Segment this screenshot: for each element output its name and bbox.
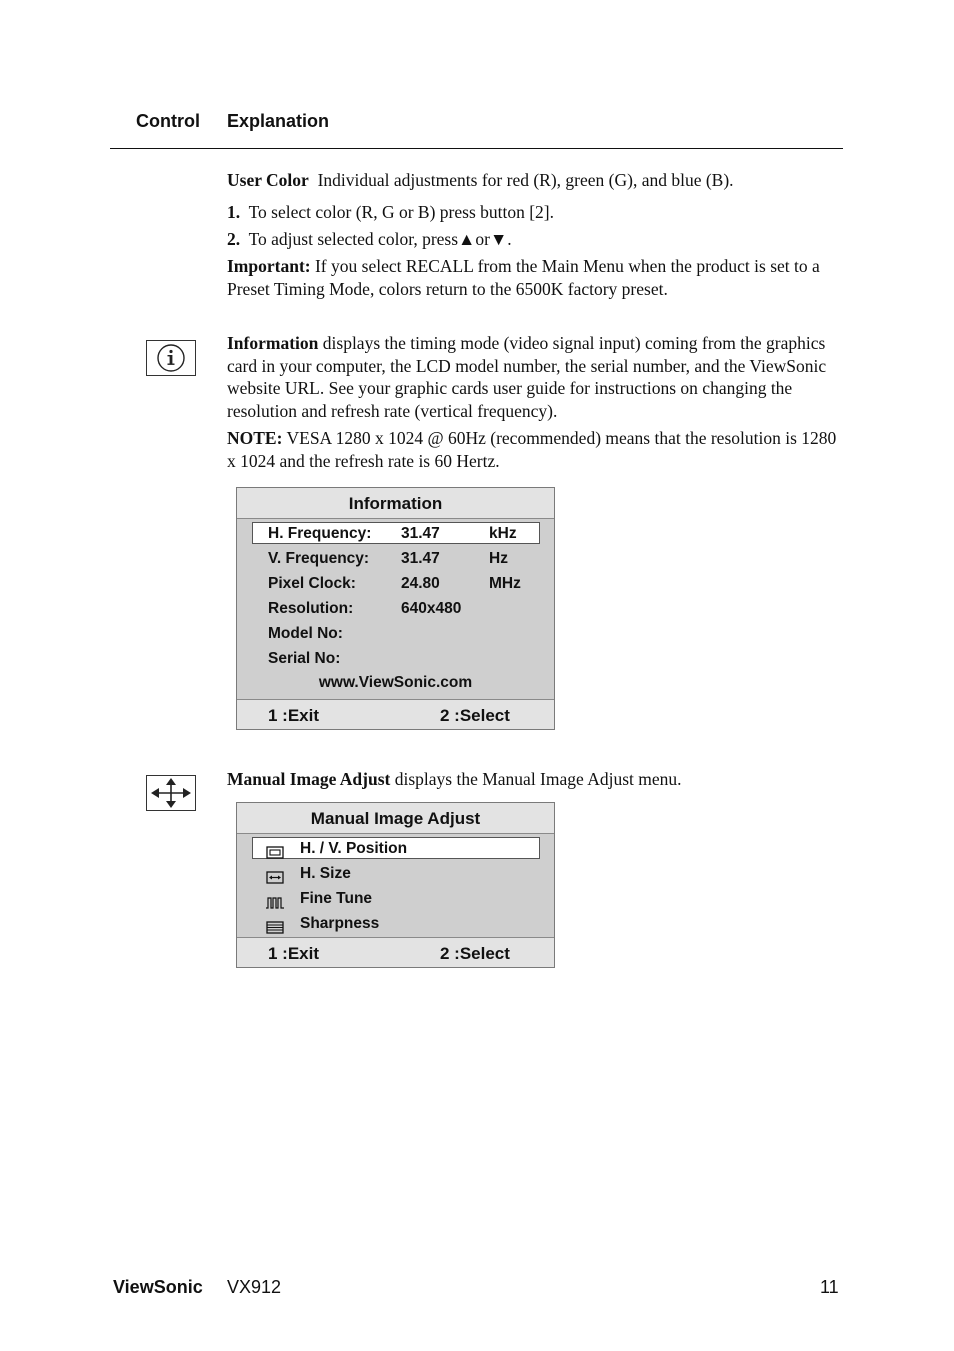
row-value: 31.47 (401, 550, 440, 567)
fine-tune-icon (266, 892, 284, 905)
important-term: Important: (227, 256, 311, 276)
row-unit: Hz (489, 550, 508, 567)
step-end: . (507, 229, 512, 249)
info-row-serial-no (237, 646, 554, 671)
menu-item-label: H. Size (300, 865, 351, 882)
menu-item-label: Fine Tune (300, 890, 373, 907)
row-label: V. Frequency: (268, 550, 370, 567)
manual-term: Manual Image Adjust (227, 769, 391, 789)
menu-item-h-size[interactable] (237, 861, 554, 886)
manual-image-adjust-menu (236, 802, 555, 968)
information-desc: displays the timing mode (video signal input) coming from the graphics card in your computer, the LCD model number, the serial number, and the ViewSonic website URL. See your graphic cards user guide for instructions on changing the resolution and refresh rate (vertical frequency). (227, 333, 827, 421)
info-icon (146, 340, 196, 376)
manual-image-adjust-paragraph (227, 768, 845, 791)
information-menu (236, 487, 555, 730)
important-text: If you select RECALL from the Main Menu when the product is set to a Preset Timing Mode, colors return to the 6500K factory preset. (227, 256, 820, 299)
information-note (227, 427, 845, 472)
step-text: To select color (R, G or B) press button [2]. (248, 202, 555, 222)
user-color-term: User Color (227, 170, 309, 190)
info-row-pixel-clock (237, 571, 554, 596)
row-label: H. Frequency: (268, 525, 372, 542)
header-explanation: Explanation (227, 111, 330, 131)
menu-item-hv-position[interactable] (237, 836, 554, 861)
manual-desc: displays the Manual Image Adjust menu. (394, 769, 682, 789)
exit-button[interactable]: 1 :Exit (268, 706, 320, 725)
step-or: or (475, 229, 490, 249)
menu-item-label: Sharpness (300, 915, 380, 932)
menu-item-sharpness[interactable] (237, 911, 554, 936)
row-label: Model No: (268, 625, 343, 642)
info-row-model-no (237, 621, 554, 646)
row-value: 24.80 (401, 575, 440, 592)
info-row-resolution (237, 596, 554, 621)
row-label: Serial No: (268, 650, 341, 667)
select-button[interactable]: 2 :Select (440, 706, 510, 725)
sharpness-icon (266, 917, 284, 930)
row-label: Pixel Clock: (268, 575, 356, 592)
step-number: 1. (227, 202, 241, 222)
menu-item-label: H. / V. Position (300, 840, 408, 857)
menu-item-fine-tune[interactable] (237, 886, 554, 911)
step-text: To adjust selected color, press (248, 229, 459, 249)
row-unit: MHz (489, 575, 521, 592)
information-paragraph (227, 332, 845, 422)
info-row-v-frequency (237, 546, 554, 571)
information-term: Information (227, 333, 319, 353)
row-unit: kHz (489, 525, 517, 542)
select-button[interactable]: 2 :Select (440, 944, 510, 963)
user-color-paragraph (227, 169, 845, 192)
page-number: 11 (820, 1277, 839, 1297)
information-menu-footer (237, 699, 554, 729)
note-text: VESA 1280 x 1024 @ 60Hz (recommended) means that the resolution is 1280 x 1024 and the refresh rate is 60 Hertz. (227, 428, 837, 471)
user-color-desc: Individual adjustments for red (R), green (G), and blue (B). (317, 170, 734, 190)
manual-menu-title: Manual Image Adjust (237, 803, 554, 834)
h-size-icon (266, 867, 284, 880)
user-color-important (227, 255, 845, 300)
note-term: NOTE: (227, 428, 283, 448)
user-color-step-2 (227, 228, 845, 251)
footer-model: VX912 (227, 1277, 282, 1297)
information-menu-title: Information (237, 488, 554, 519)
viewsonic-url: www.ViewSonic.com (318, 674, 473, 691)
header-rule (110, 148, 843, 149)
up-arrow-icon: ▲ (458, 229, 476, 249)
four-way-arrows-icon (146, 775, 196, 811)
manual-menu-footer (237, 937, 554, 967)
position-icon (266, 842, 284, 855)
row-label: Resolution: (268, 600, 354, 617)
user-color-step-1 (227, 201, 845, 224)
header-control: Control (136, 111, 200, 131)
footer-brand: ViewSonic (113, 1277, 203, 1297)
exit-button[interactable]: 1 :Exit (268, 944, 320, 963)
info-row-h-frequency[interactable] (237, 521, 554, 546)
row-value: 640x480 (401, 600, 462, 617)
down-arrow-icon: ▼ (489, 229, 508, 249)
step-number: 2. (227, 229, 241, 249)
row-value: 31.47 (401, 525, 440, 542)
